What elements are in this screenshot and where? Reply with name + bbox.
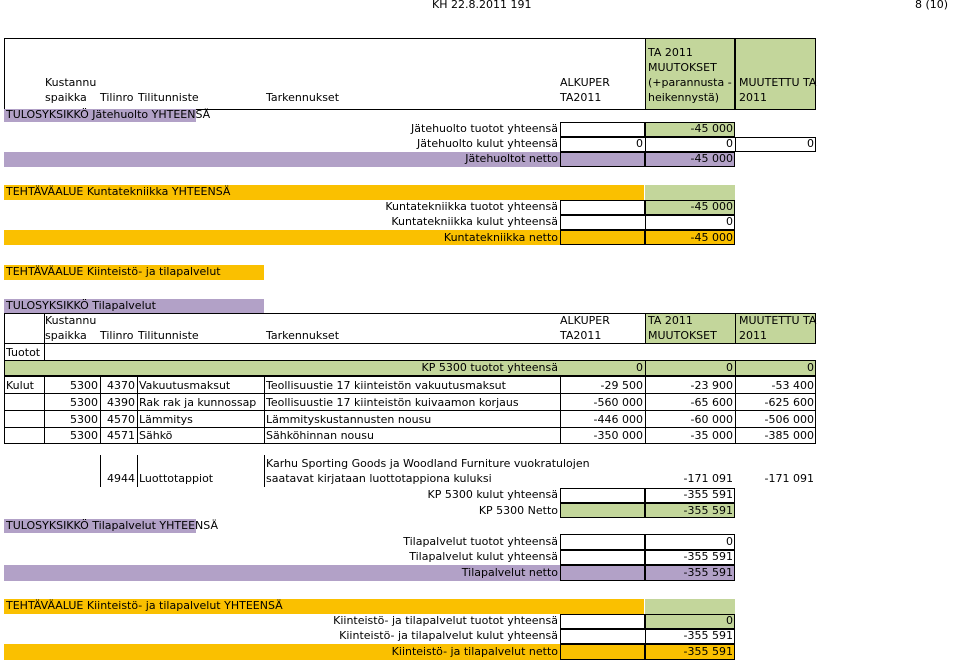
row2-tarkennus: Teollisuustie 17 kiinteistön kuivaamon korjaus — [266, 396, 519, 409]
kuntatekniikka-kulut-muutokset: 0 — [726, 215, 733, 228]
luotto-muutettu: -171 091 — [764, 472, 814, 485]
col2-kustannus2: spaikka — [45, 329, 87, 342]
luotto-tunniste: Luottotappiot — [139, 472, 214, 485]
kp-tuotot-label: KP 5300 tuotot yhteensä — [421, 361, 558, 374]
kulut-label: Kulut — [6, 379, 34, 392]
col-muutettu2: 2011 — [739, 91, 767, 104]
col-alkuper: ALKUPER — [560, 76, 610, 89]
col-muutettu1: MUUTETTU TA — [739, 76, 817, 89]
kiinteisto-netto-label: Kiinteistö- ja tilapalvelut netto — [391, 645, 558, 658]
luotto-tarkennus1: Karhu Sporting Goods ja Woodland Furniture vuokratulojen — [266, 457, 590, 470]
col-muutokset4: heikennystä) — [648, 91, 720, 104]
col2-muutettu1: MUUTETTU TA — [739, 314, 817, 327]
kuntatekniikka-tuotot-muutokset: -45 000 — [690, 200, 733, 213]
luotto-muutokset: -171 091 — [683, 472, 733, 485]
page-number: 8 (10) — [915, 0, 949, 11]
kuntatekniikka-tuotot-label: Kuntatekniikka tuotot yhteensä — [385, 200, 558, 213]
kp-tuotot-muutokset: 0 — [726, 361, 733, 374]
kiinteisto-kulut-muutokset: -355 591 — [683, 629, 733, 642]
tilapalvelut-total-heading: TULOSYKSIKKÖ Tilapalvelut YHTEENSÄ — [6, 519, 218, 532]
row1-tilinro: 4370 — [107, 379, 135, 392]
col-tarkennukset: Tarkennukset — [266, 91, 340, 104]
kiinteisto-kulut-label: Kiinteistö- ja tilapalvelut kulut yhteensä — [339, 629, 558, 642]
kiinteisto-netto-muutokset: -355 591 — [683, 645, 733, 658]
row2-kp: 5300 — [70, 396, 98, 409]
jatehuolto-kulut-muutokset: 0 — [726, 137, 733, 150]
col2-tilinro: Tilinro — [100, 329, 134, 342]
document-title: KH 22.8.2011 191 — [432, 0, 532, 11]
luotto-tarkennus2: saatavat kirjataan luottotappiona kuluksi — [266, 472, 492, 485]
row4-muutokset: -35 000 — [690, 429, 733, 442]
row3-tilinro: 4570 — [107, 413, 135, 426]
jatehuolto-kulut-label: Jätehuolto kulut yhteensä — [417, 137, 558, 150]
col-muutokset3: (+parannusta - — [648, 76, 732, 89]
row4-tunniste: Sähkö — [139, 429, 173, 442]
jatehuolto-tuotot-muutokset: -45 000 — [690, 122, 733, 135]
col-muutokset1: TA 2011 — [648, 46, 693, 59]
row1-tarkennus: Teollisuustie 17 kiinteistön vakuutusmaksut — [266, 379, 506, 392]
tilapalvelut-kulut-muutokset: -355 591 — [683, 550, 733, 563]
jatehuolto-netto-label: Jätehuoltot netto — [465, 152, 558, 165]
row2-alkuper: -560 000 — [593, 396, 643, 409]
tilapalvelut-heading: TULOSYKSIKKÖ Tilapalvelut — [6, 299, 156, 312]
row1-kp: 5300 — [70, 379, 98, 392]
col2-alkuper: ALKUPER — [560, 314, 610, 327]
row1-alkuper: -29 500 — [600, 379, 643, 392]
tilapalvelut-kulut-label: Tilapalvelut kulut yhteensä — [409, 550, 558, 563]
col2-alkuper2: TA2011 — [560, 329, 602, 342]
col2-tarkennukset: Tarkennukset — [266, 329, 340, 342]
col-tilinro: Tilinro — [100, 91, 134, 104]
luotto-tilinro: 4944 — [107, 472, 135, 485]
col-tilitunniste: Tilitunniste — [138, 91, 199, 104]
col-muutokset2: MUUTOKSET — [648, 61, 717, 74]
kiinteisto-total-heading: TEHTÄVÄALUE Kiinteistö- ja tilapalvelut YHTEENSÄ — [6, 599, 283, 612]
jatehuolto-netto-muutokset: -45 000 — [690, 152, 733, 165]
kiinteisto-tuotot-muutokset: 0 — [726, 614, 733, 627]
tilapalvelut-tuotot-muutokset: 0 — [726, 535, 733, 548]
jatehuolto-heading: TULOSYKSIKKÖ Jätehuolto YHTEENSÄ — [6, 108, 211, 121]
row1-tunniste: Vakuutusmaksut — [139, 379, 231, 392]
row3-alkuper: -446 000 — [593, 413, 643, 426]
tuotot-label: Tuotot — [6, 346, 41, 359]
kuntatekniikka-netto-label: Kuntatekniikka netto — [443, 231, 558, 244]
row1-muutettu: -53 400 — [771, 379, 814, 392]
kuntatekniikka-heading: TEHTÄVÄALUE Kuntatekniikka YHTEENSÄ — [6, 185, 231, 198]
col2-kustannus: Kustannu — [45, 314, 97, 327]
col-kustannus: Kustannu — [45, 76, 97, 89]
tilapalvelut-tuotot-label: Tilapalvelut tuotot yhteensä — [403, 535, 558, 548]
kiinteisto-heading: TEHTÄVÄALUE Kiinteistö- ja tilapalvelut — [6, 265, 221, 278]
col-kustannus2: spaikka — [45, 91, 87, 104]
kuntatekniikka-netto-muutokset: -45 000 — [690, 231, 733, 244]
row3-muutokset: -60 000 — [690, 413, 733, 426]
row3-tarkennus: Lämmityskustannusten nousu — [266, 413, 432, 426]
kp-kulut-label: KP 5300 kulut yhteensä — [427, 488, 558, 501]
row2-muutokset: -65 600 — [690, 396, 733, 409]
col2-muutokset1: TA 2011 — [648, 314, 693, 327]
kuntatekniikka-kulut-label: Kuntatekniikka kulut yhteensä — [391, 215, 558, 228]
jatehuolto-kulut-alkuper: 0 — [636, 137, 643, 150]
kp-netto-muutokset: -355 591 — [683, 504, 733, 517]
kp-kulut-muutokset: -355 591 — [683, 488, 733, 501]
row2-tilinro: 4390 — [107, 396, 135, 409]
kp-netto-label: KP 5300 Netto — [478, 504, 558, 517]
col-alkuper2: TA2011 — [560, 91, 602, 104]
col2-muutettu2: 2011 — [739, 329, 767, 342]
row4-alkuper: -350 000 — [593, 429, 643, 442]
tilapalvelut-netto-muutokset: -355 591 — [683, 566, 733, 579]
row4-muutettu: -385 000 — [764, 429, 814, 442]
row2-tunniste: Rak rak ja kunnossap — [139, 396, 257, 409]
row3-muutettu: -506 000 — [764, 413, 814, 426]
row2-muutettu: -625 600 — [764, 396, 814, 409]
row3-tunniste: Lämmitys — [139, 413, 193, 426]
kiinteisto-tuotot-label: Kiinteistö- ja tilapalvelut tuotot yhteensä — [333, 614, 558, 627]
tilapalvelut-netto-label: Tilapalvelut netto — [461, 566, 558, 579]
row3-kp: 5300 — [70, 413, 98, 426]
row4-kp: 5300 — [70, 429, 98, 442]
col2-tilitunniste: Tilitunniste — [138, 329, 199, 342]
kp-tuotot-alkuper: 0 — [636, 361, 643, 374]
row4-tilinro: 4571 — [107, 429, 135, 442]
row1-muutokset: -23 900 — [690, 379, 733, 392]
jatehuolto-kulut-muutettu: 0 — [807, 137, 814, 150]
kp-tuotot-muutettu: 0 — [807, 361, 814, 374]
jatehuolto-tuotot-label: Jätehuolto tuotot yhteensä — [411, 122, 558, 135]
row4-tarkennus: Sähköhinnan nousu — [266, 429, 374, 442]
col2-muutokset2: MUUTOKSET — [648, 329, 717, 342]
